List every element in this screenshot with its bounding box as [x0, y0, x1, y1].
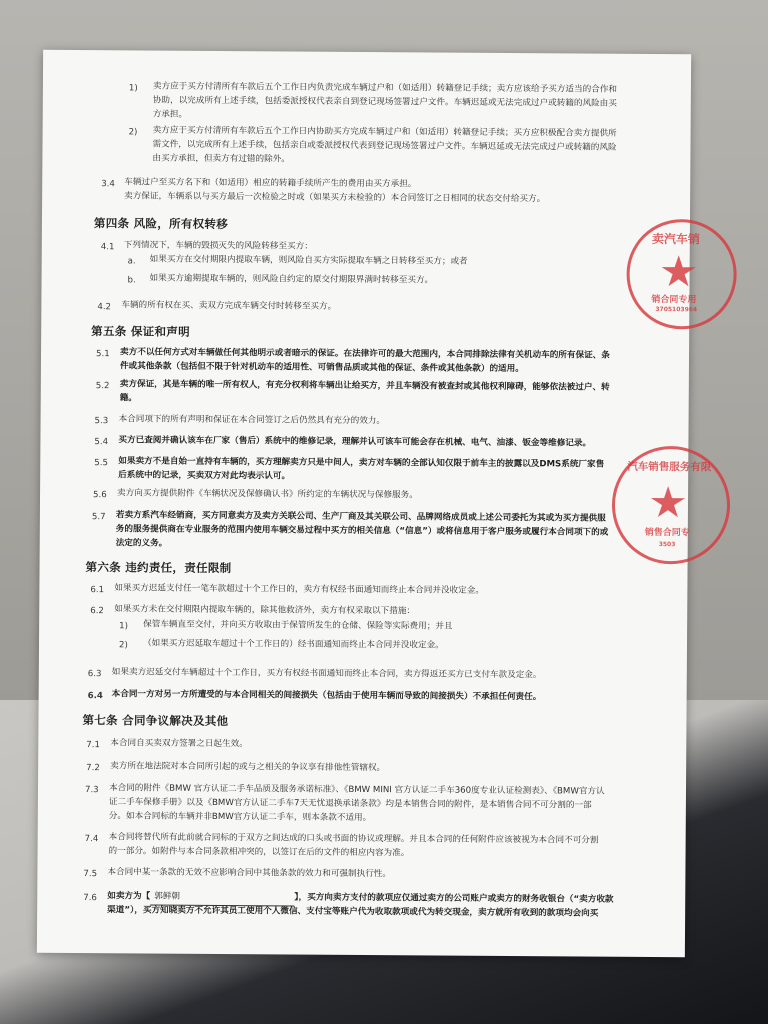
clause-7-4-line-1: 本合同将替代所有此前就合同标的于双方之间达成的口头或书面的协议或理解。并且本合同的任何附件应该被视为本合同不可分割 — [108, 832, 599, 846]
clause-7-4-line-2: 的一部分。如附件与本合同条款相冲突的，以签订在后的文件的相应内容为准。 — [108, 846, 410, 859]
seal-mid-bottom-text: 销售合同专 — [644, 527, 690, 539]
sub-number: b. — [127, 275, 136, 286]
clause-number: 7.3 — [84, 785, 99, 796]
clause-6-4-text: 本合同一方对另一方所遭受的与本合同相关的间接损失（包括由于使用车辆而导致的间接损失）不承担任何责任。 — [111, 689, 542, 703]
company-seal-middle — [612, 446, 731, 565]
clause-6-3-text: 如果卖方迟延交付车辆超过十个工作日，买方有权经书面通知而终止本合同，卖方得返还买方已支付车款及定金。 — [111, 667, 542, 681]
clause-3-4-line-2: 卖方保证，车辆系以与买方最后一次检验之时或（如果买方未检验的）本合同签订之日相同的状态交付给买方。 — [124, 191, 546, 205]
clause-7-3-line-2: 证二手车保修手册》以及《BMW官方认证二手车7天无忧退换承诺条款》均是本销售合同的附件，是本销售合同不可分割的一部 — [108, 797, 592, 811]
item-1-line-3: 方承担。 — [152, 109, 188, 120]
item-1-line-2: 协助，以完成所有上述手续，包括委派授权代表亲自到登记现场签署过户文件。车辆迟延或无法完成过户或转籍的风险由买 — [152, 95, 617, 109]
clause-7-6-prefix: 如卖方为【 — [107, 891, 151, 902]
clause-number: 6.2 — [90, 606, 104, 617]
clause-number: 7.5 — [83, 869, 98, 880]
clause-5-6-line-1: 卖方向买方提供附件《车辆状况及保修确认书》所约定的车辆状况与保修服务。 — [117, 488, 418, 501]
clause-5-7-line-2: 务的服务提供商在专业服务的范围内使用车辆交易过程中买方的相关信息（“信息”）或将信息用于客户服务或履行本合同项下的或 — [115, 524, 609, 538]
clause-5-3-line-1: 本合同项下的所有声明和保证在本合同签订之后仍然具有充分的效力。 — [118, 414, 386, 427]
contract-page — [37, 50, 712, 958]
clause-number: 5.3 — [94, 416, 109, 427]
clause-7-6-suffix: 】，买方向卖方支付的款项应仅通过卖方的公司账户或卖方的财务收银台（“卖方收款 — [294, 892, 614, 905]
item-number: 2) — [128, 127, 138, 138]
seal-top-arc-text: 卖汽车销 — [651, 232, 700, 247]
item-2-line-3: 由买方承担，但卖方有过错的除外。 — [152, 153, 290, 165]
clause-4-2-text: 车辆的所有权在买、卖双方完成车辆交付时转移至买方。 — [121, 300, 337, 312]
clause-5-5-line-2: 后系统中的记录，买卖双方对此均表示认可。 — [118, 470, 291, 482]
article-6-heading: 第六条 违约责任，责任限制 — [85, 560, 232, 576]
clause-7-1-line-1: 本合同自买卖双方签署之日起生效。 — [110, 738, 248, 750]
seal-top-bottom-text: 销合同专用 — [651, 295, 697, 306]
clause-number: 5.4 — [94, 437, 109, 448]
seller-name-field: 郭鲜朝 — [150, 890, 294, 907]
clause-number: 6.3 — [87, 669, 102, 680]
clause-4-1-b: 如果买方逾期提取车辆的，则风险自约定的原交付期限界满时转移至买方。 — [149, 273, 434, 286]
clause-5-1-line-2: 件或其他条款（包括但不限于针对机动车的适用性、可销售品质或其他的保证、条件或其他条款）的适用。 — [119, 361, 524, 375]
clause-number: 5.6 — [93, 490, 107, 501]
clause-7-3-line-3: 分。如本合同标的车辆并非BMW官方认证二手车，则本条款不适用。 — [108, 811, 372, 824]
sub-number: a. — [127, 256, 136, 267]
item-number: 1) — [128, 83, 138, 94]
sub-number: 1) — [119, 621, 128, 632]
company-seal-top — [626, 219, 737, 330]
clause-number: 4.2 — [97, 302, 112, 313]
clause-5-5-line-1: 如果卖方不是自始一直持有车辆的，买方理解卖方只是中间人，卖方对车辆的全部认知仅限于前车主的披露以及DMS系统厂家售 — [118, 456, 605, 470]
clause-number: 5.5 — [94, 458, 108, 469]
clause-6-2-text: 如果买方未在交付期限内提取车辆的，除其他救济外，卖方有权采取以下措施： — [114, 604, 416, 617]
clause-5-1-line-1: 卖方不以任何方式对车辆做任何其他明示或者暗示的保证。在法律许可的最大范围内，本合同排除法律有关机动车的所有保证、条 — [120, 347, 610, 361]
clause-5-7-line-3: 法定的义务。 — [115, 538, 168, 549]
clause-7-5-line-1: 本合同中某一条款的无效不应影响合同中其他条款的效力和可强制执行性。 — [107, 867, 392, 880]
clause-6-2-sub-2: （如果买方迟延取车超过十个工作日的）经书面通知而终止本合同并没收定金。 — [142, 638, 444, 651]
clause-number: 7.2 — [86, 763, 100, 774]
item-2-line-1: 卖方应于买方付清所有车款后五个工作日内协助买方完成车辆过户和（如适用）转籍登记手续；买方应积极配合卖方提供所 — [152, 125, 617, 139]
clause-7-6-line-2: 渠道”），买方知晓卖方不允许其员工使用个人微信、支付宝等账户代为收取款项或代为转交现金，卖方就所有收到的款项均会向买 — [107, 905, 599, 919]
clause-5-2-line-2: 籍。 — [119, 393, 137, 404]
clause-number: 6.4 — [87, 691, 103, 702]
clause-number: 5.7 — [91, 512, 106, 523]
item-2-line-2: 需文件，以完成所有上述手续，包括亲自或委派授权代表到登记现场签署过户文件。车辆迟延或无法完成过户或转籍的风险 — [152, 139, 617, 153]
seal-top-code: 3705103964 — [655, 306, 698, 314]
clause-4-1-a: 如果买方在交付期限内提取车辆，则风险自买方实际提取车辆之日转移至买方；或者 — [149, 254, 468, 267]
clause-number: 7.6 — [83, 893, 97, 904]
clause-5-4-line-1: 买方已查阅并确认该车在厂家（售后）系统中的维修记录，理解并认可该车可能会存在机械、电气、油漆、钣金等维修记录。 — [118, 435, 592, 449]
clause-6-2-sub-1: 保管车辆直至交付，并向买方收取由于保管所发生的仓储、保险等实际费用；并且 — [143, 619, 453, 632]
clause-number: 3.4 — [101, 179, 115, 190]
seal-mid-code: 3503 — [658, 541, 676, 549]
clause-number: 5.2 — [95, 381, 110, 392]
clause-number: 4.1 — [100, 242, 115, 253]
item-1-line-1: 卖方应于买方付清所有车款后五个工作日内负责完成车辆过户和（如适用）转籍登记手续；卖方应该给予买方适当的合作和 — [152, 81, 618, 95]
article-5-heading: 第五条 保证和声明 — [91, 324, 190, 339]
seal-mid-arc-text: 汽车销售服务有限 — [627, 460, 712, 474]
clause-5-7-line-1: 若卖方系汽车经销商，买方同意卖方及卖方关联公司、生产厂商及其关联公司、品牌网络成员或上述公司委托为其或为买方提供服 — [115, 510, 606, 524]
clause-7-2-line-1: 卖方所在地法院对本合同所引起的或与之相关的争议享有排他性管辖权。 — [110, 761, 386, 774]
clause-6-1-text: 如果买方迟延支付任一笔车款超过十个工作日的，卖方有权经书面通知而终止本合同并没收定金。 — [114, 583, 484, 596]
sub-number: 2) — [118, 640, 128, 651]
clause-number: 6.1 — [90, 585, 105, 596]
article-4-heading: 第四条 风险，所有权转移 — [93, 216, 229, 232]
article-7-heading: 第七条 合同争议解决及其他 — [82, 713, 229, 729]
clause-5-2-line-1: 卖方保证，其是车辆的唯一所有权人，有充分权利将车辆出让给买方，并且车辆没有被查封或其他权利障碍，能够依法被过户、转 — [119, 379, 610, 393]
clause-number: 7.1 — [86, 740, 101, 751]
clause-7-3-line-1: 本合同的附件《BMW 官方认证二手车品质及服务承诺标准》、《BMW MINI 官方认证二手车360度专业认证检测表》、《BMW官方认 — [108, 783, 605, 797]
clause-4-1-text: 下列情况下，车辆的毁损灭失的风险转移至买方： — [123, 240, 313, 252]
clause-number: 5.1 — [96, 349, 110, 360]
clause-3-4-line-1: 车辆过户至买方名下和（如适用）相应的转籍手续所产生的费用由买方承担。 — [124, 177, 417, 190]
clause-number: 7.4 — [84, 834, 99, 845]
